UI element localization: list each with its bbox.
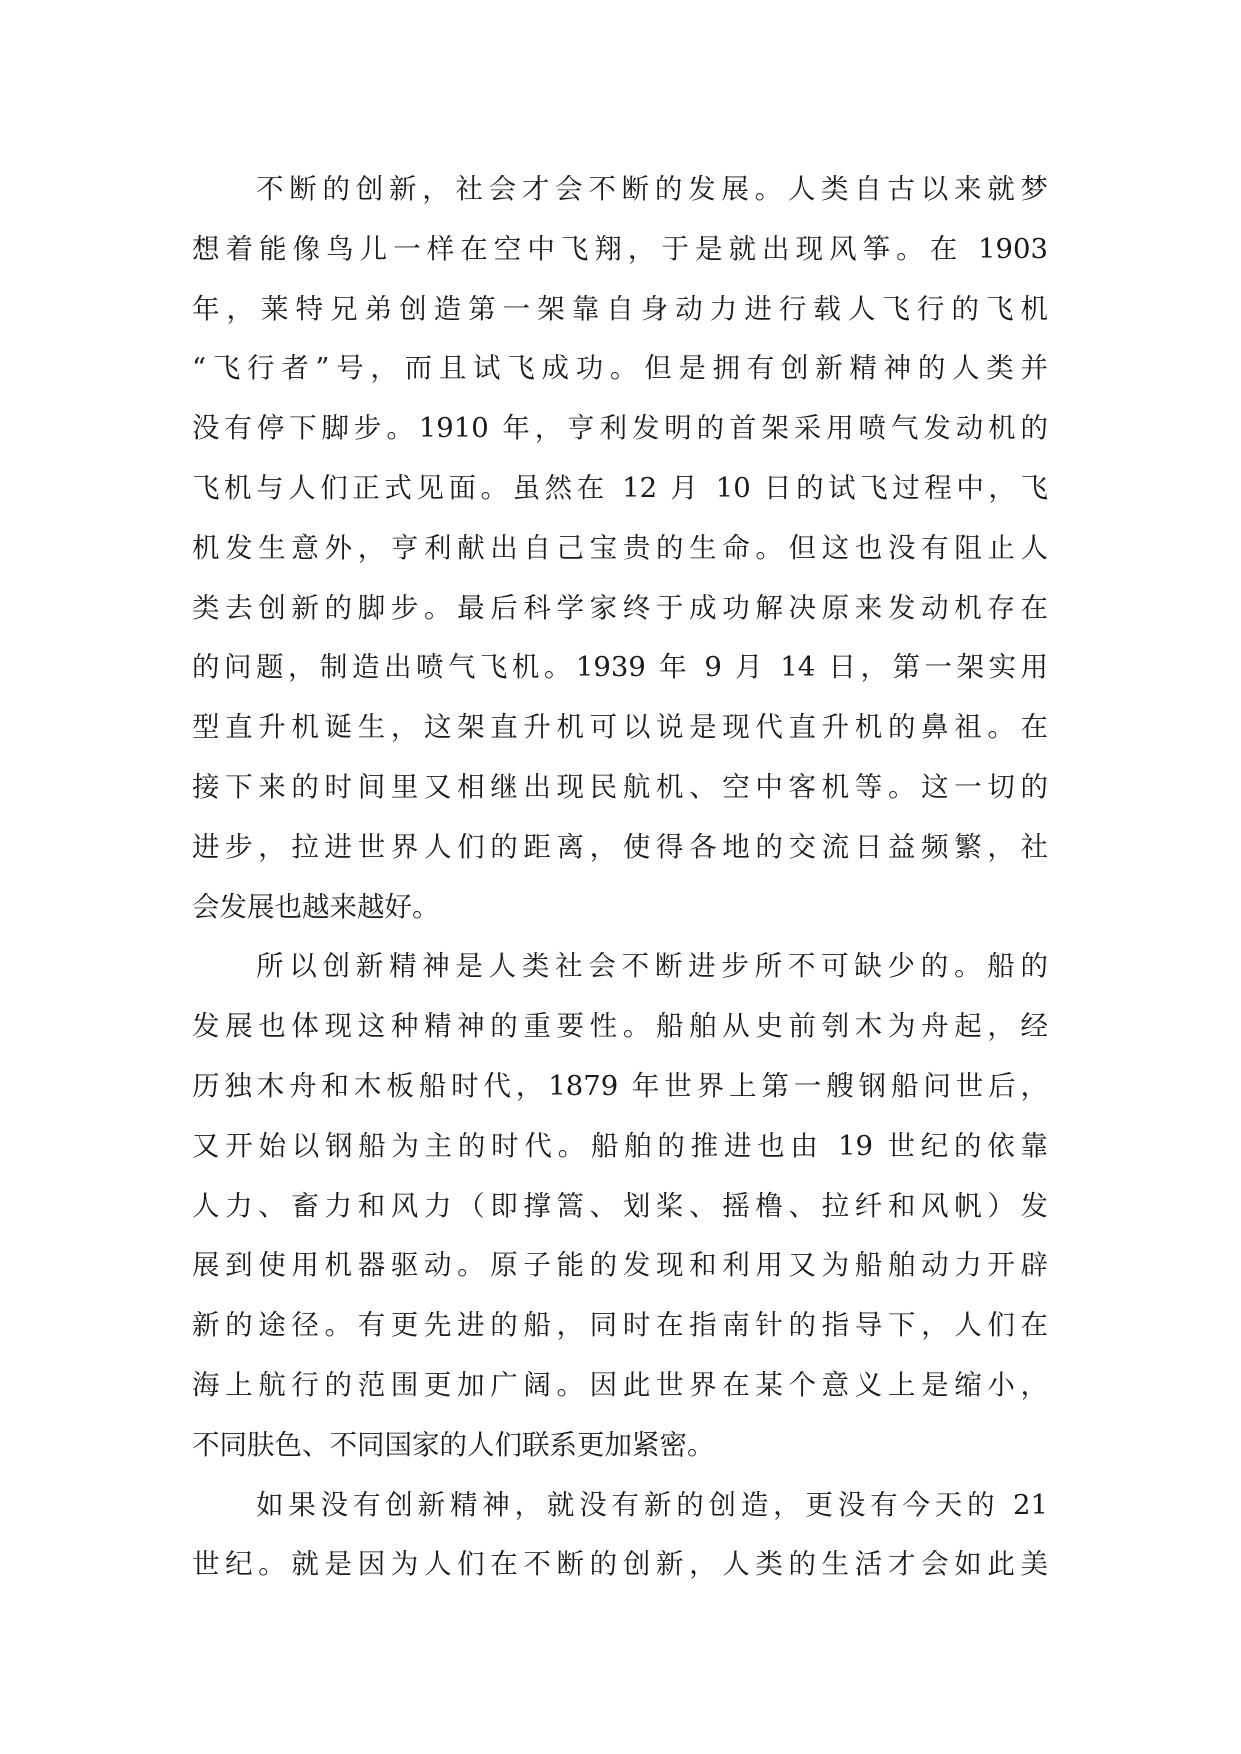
text-line: 型直升机诞生，这架直升机可以说是现代直升机的鼻祖。在	[192, 711, 1048, 744]
text-line: “飞行者”号，而且试飞成功。但是拥有创新精神的人类并	[192, 352, 1048, 385]
text-line: 人力、畜力和风力（即撑篙、划桨、摇橹、拉纤和风帆）发	[192, 1189, 1048, 1222]
text-line: 海上航行的范围更加广阔。因此世界在某个意义上是缩小，	[192, 1368, 1048, 1401]
paragraph-3	[192, 1476, 1048, 1596]
text-line: 历独木舟和木板船时代，1879 年世界上第一艘钢船问世后，	[192, 1069, 1048, 1102]
text-line: 又开始以钢船为主的时代。船舶的推进也由 19 世纪的依靠	[192, 1129, 1048, 1162]
text-line: 会发展也越来越好。	[192, 890, 440, 923]
text-line: 新的途径。有更先进的船，同时在指南针的指导下，人们在	[192, 1309, 1048, 1342]
text-line: 的问题，制造出喷气飞机。1939 年 9 月 14 日，第一架实用	[192, 651, 1048, 684]
text-line: 发展也体现这种精神的重要性。船舶从史前刳木为舟起，经	[192, 1010, 1048, 1043]
text-line: 类去创新的脚步。最后科学家终于成功解决原来发动机存在	[192, 591, 1048, 624]
text-line: 想着能像鸟儿一样在空中飞翔，于是就出现风筝。在 1903	[192, 232, 1048, 265]
text-line: 世纪。就是因为人们在不断的创新，人类的生活才会如此美	[192, 1548, 1048, 1581]
text-line: 没有停下脚步。1910 年，亨利发明的首架采用喷气发动机的	[192, 412, 1048, 445]
text-line: 进步，拉进世界人们的距离，使得各地的交流日益频繁，社	[192, 830, 1048, 863]
text-line: 不同肤色、不同国家的人们联系更加紧密。	[192, 1428, 715, 1461]
text-line: 不断的创新，社会才会不断的发展。人类自古以来就梦	[256, 173, 1048, 205]
body-text	[192, 160, 1048, 1595]
text-line: 展到使用机器驱动。原子能的发现和利用又为船舶动力开辟	[192, 1249, 1048, 1282]
text-line: 所以创新精神是人类社会不断进步所不可缺少的。船的	[256, 950, 1048, 983]
paragraph-2	[192, 937, 1048, 1475]
text-line: 如果没有创新精神，就没有新的创造，更没有今天的 21	[256, 1488, 1048, 1521]
paragraph-1	[192, 160, 1048, 937]
text-line: 接下来的时间里又相继出现民航机、空中客机等。这一切的	[192, 770, 1048, 803]
text-line: 飞机与人们正式见面。虽然在 12 月 10 日的试飞过程中，飞	[192, 471, 1048, 504]
text-line: 机发生意外，亨利献出自己宝贵的生命。但这也没有阻止人	[192, 531, 1048, 564]
text-line: 年，莱特兄弟创造第一架靠自身动力进行载人飞行的飞机	[192, 292, 1048, 325]
